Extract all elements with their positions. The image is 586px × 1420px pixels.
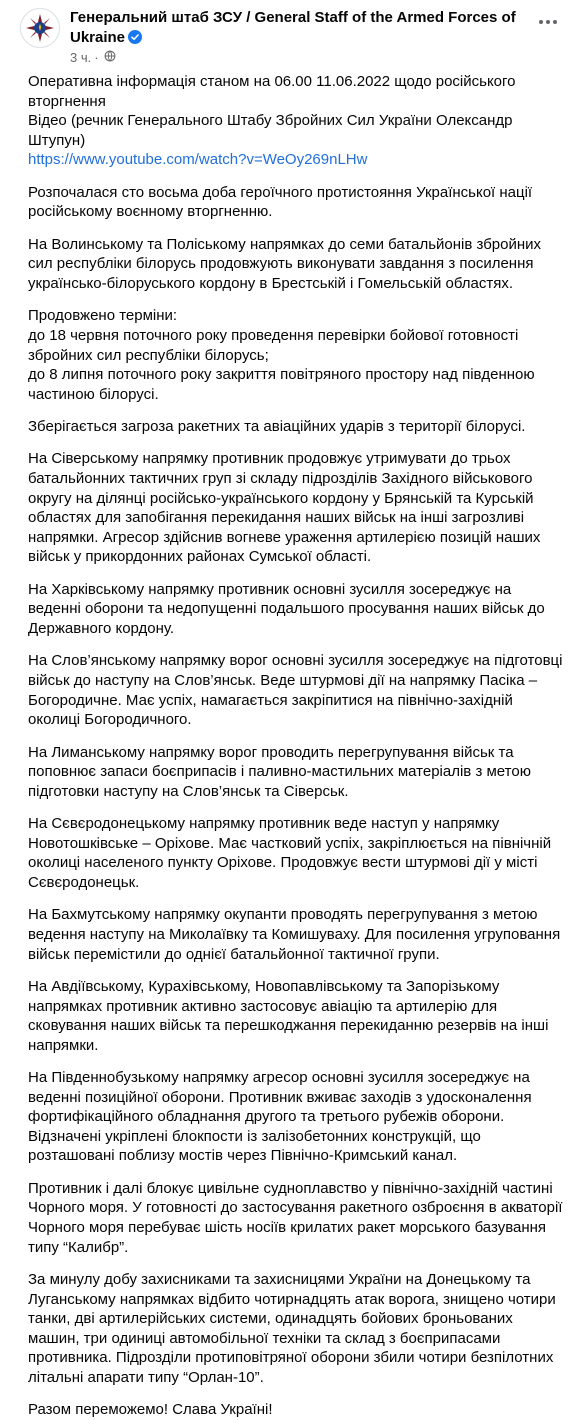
post-paragraph: Продовжено терміни: до 18 червня поточного року проведення перевірки бойової готовності збройних сил республіки білорусь; до 8 липня поточного року закриття повітряного простору над південною частиною білорусі. <box>28 307 535 403</box>
post-paragraph: На Лиманському напрямку ворог проводить перегрупування військ та поповнює запаси боєприпасів і паливно-мастильних матеріалів з метою підготовки наступу на Слов’янськ та Сіверськ. <box>28 743 531 800</box>
post-paragraph-intro <box>28 72 568 170</box>
page-avatar[interactable] <box>20 8 60 48</box>
post-paragraph: Зберігається загроза ракетних та авіаційних ударів з території білорусі. <box>28 418 526 436</box>
post-paragraph: Противник і далі блокує цивільне судноплавство у північно-західній частині Чорного моря. У готовності до застосування ракетного озброєння в акваторії Чорного моря перебуває шість носіїв крилатих ракет морського базування типу “Калибр”. <box>28 1179 563 1256</box>
post-header <box>10 0 576 72</box>
post-paragraph: На Волинському та Поліському напрямках до семи батальйонів збройних сил республіки білорусь продовжують виконувати завдання з посилення українсько-білоруського кордону в Брестській і Гомельській областях. <box>28 235 542 292</box>
verified-badge-icon <box>128 30 142 50</box>
post-paragraph: На Південнобузькому напрямку агресор основні зусилля зосереджує на веденні позиційної оборони. Противник вживає заходів з удосконалення фортифікаційного обладнання другого та третього рубежів оборони. Відзначені укріплені блокпости із залізобетонних конструкцій, що розташовані поблизу мостів через Північно-Кримський канал. <box>28 1069 532 1165</box>
globe-icon[interactable] <box>104 50 116 66</box>
intro-line-1: Оперативна інформація станом на 06.00 11.06.2022 щодо російського вторгнення <box>28 73 516 110</box>
post-paragraph: Разом переможемо! Слава Україні! <box>28 1401 273 1419</box>
post-paragraph: На Авдіївському, Курахівському, Новопавлівському та Запорізькому напрямках противник активно застосовує авіацію та артилерію для сковування наших військ та перешкоджання перекиданню резервів на інші напрямки. <box>28 977 549 1054</box>
post-paragraph: На Сіверському напрямку противник продовжує утримувати до трьох батальйонних тактичних груп зі складу підрозділів Західного військового округу на ділянці російсько-українського кордону у Брянській та Курській областях для запобігання перекидання наших військ на інші загрозливі напрямки. Агресор здійснив вогневе ураження артилерією позицій наших військ у прикордонних районах Сумської області. <box>28 450 541 566</box>
post-paragraph: На Слов’янському напрямку ворог основні зусилля зосереджує на підготовці військ до наступу на Слов’янськ. Веде штурмові дії на напрямку Пасіка – Богородичне. Має успіх, намагається закріпитися на північно-західній околиці Богородичного. <box>28 652 563 729</box>
meta-separator: · <box>94 50 99 65</box>
post-paragraph: Розпочалася сто восьма доба героїчного протистояння Української нації російському воєнному вторгненню. <box>28 183 533 221</box>
post-meta <box>70 50 116 66</box>
post-paragraph: На Сєвєродонецькому напрямку противник веде наступ у напрямку Новотошківське – Оріхове. Має частковий успіх, закріплюється на північній околиці населеного пункту Оріхове. Продовжує вести штурмові дії у місті Сєвєродонецьк. <box>28 815 552 891</box>
general-staff-emblem-icon <box>21 9 59 47</box>
post-paragraph: За минулу добу захисниками та захисницями України на Донецькому та Луганському напрямках відбито чотирнадцять атак ворога, знищено чотири танки, дві артилерійських системи, одинадцять бойових броньованих машин, три одиниці автомобільної техніки та склад з боєприпасами противника. Підрозділи протиповітряної оборони збили чотири безпілотних літальні апарати типу “Орлан-10”. <box>28 1271 556 1386</box>
post-paragraph: На Бахмутському напрямку окупанти проводять перегрупування з метою ведення наступу на Миколаївку та Комишуваху. Для посилення угруповання військ перемістили до однієї батальйонної тактичної групи. <box>28 906 561 963</box>
more-options-icon[interactable] <box>534 12 562 32</box>
intro-line-2: Відео (речник Генерального Штабу Збройних Сил України Олександр Штупун) <box>28 112 513 149</box>
post-timestamp[interactable]: 3 ч. <box>70 50 92 65</box>
page-name-link[interactable] <box>70 8 530 50</box>
post-body <box>10 72 576 1420</box>
youtube-link[interactable]: https://www.youtube.com/watch?v=WeOy269nLHw <box>28 151 368 169</box>
page-name: Генеральний штаб ЗСУ / General Staff of the Armed Forces of Ukraine <box>70 9 516 46</box>
post-paragraph: На Харківському напрямку противник основні зусилля зосереджує на веденні оборони та недопущенні подальшого просування наших військ до Державного кордону. <box>28 580 545 638</box>
